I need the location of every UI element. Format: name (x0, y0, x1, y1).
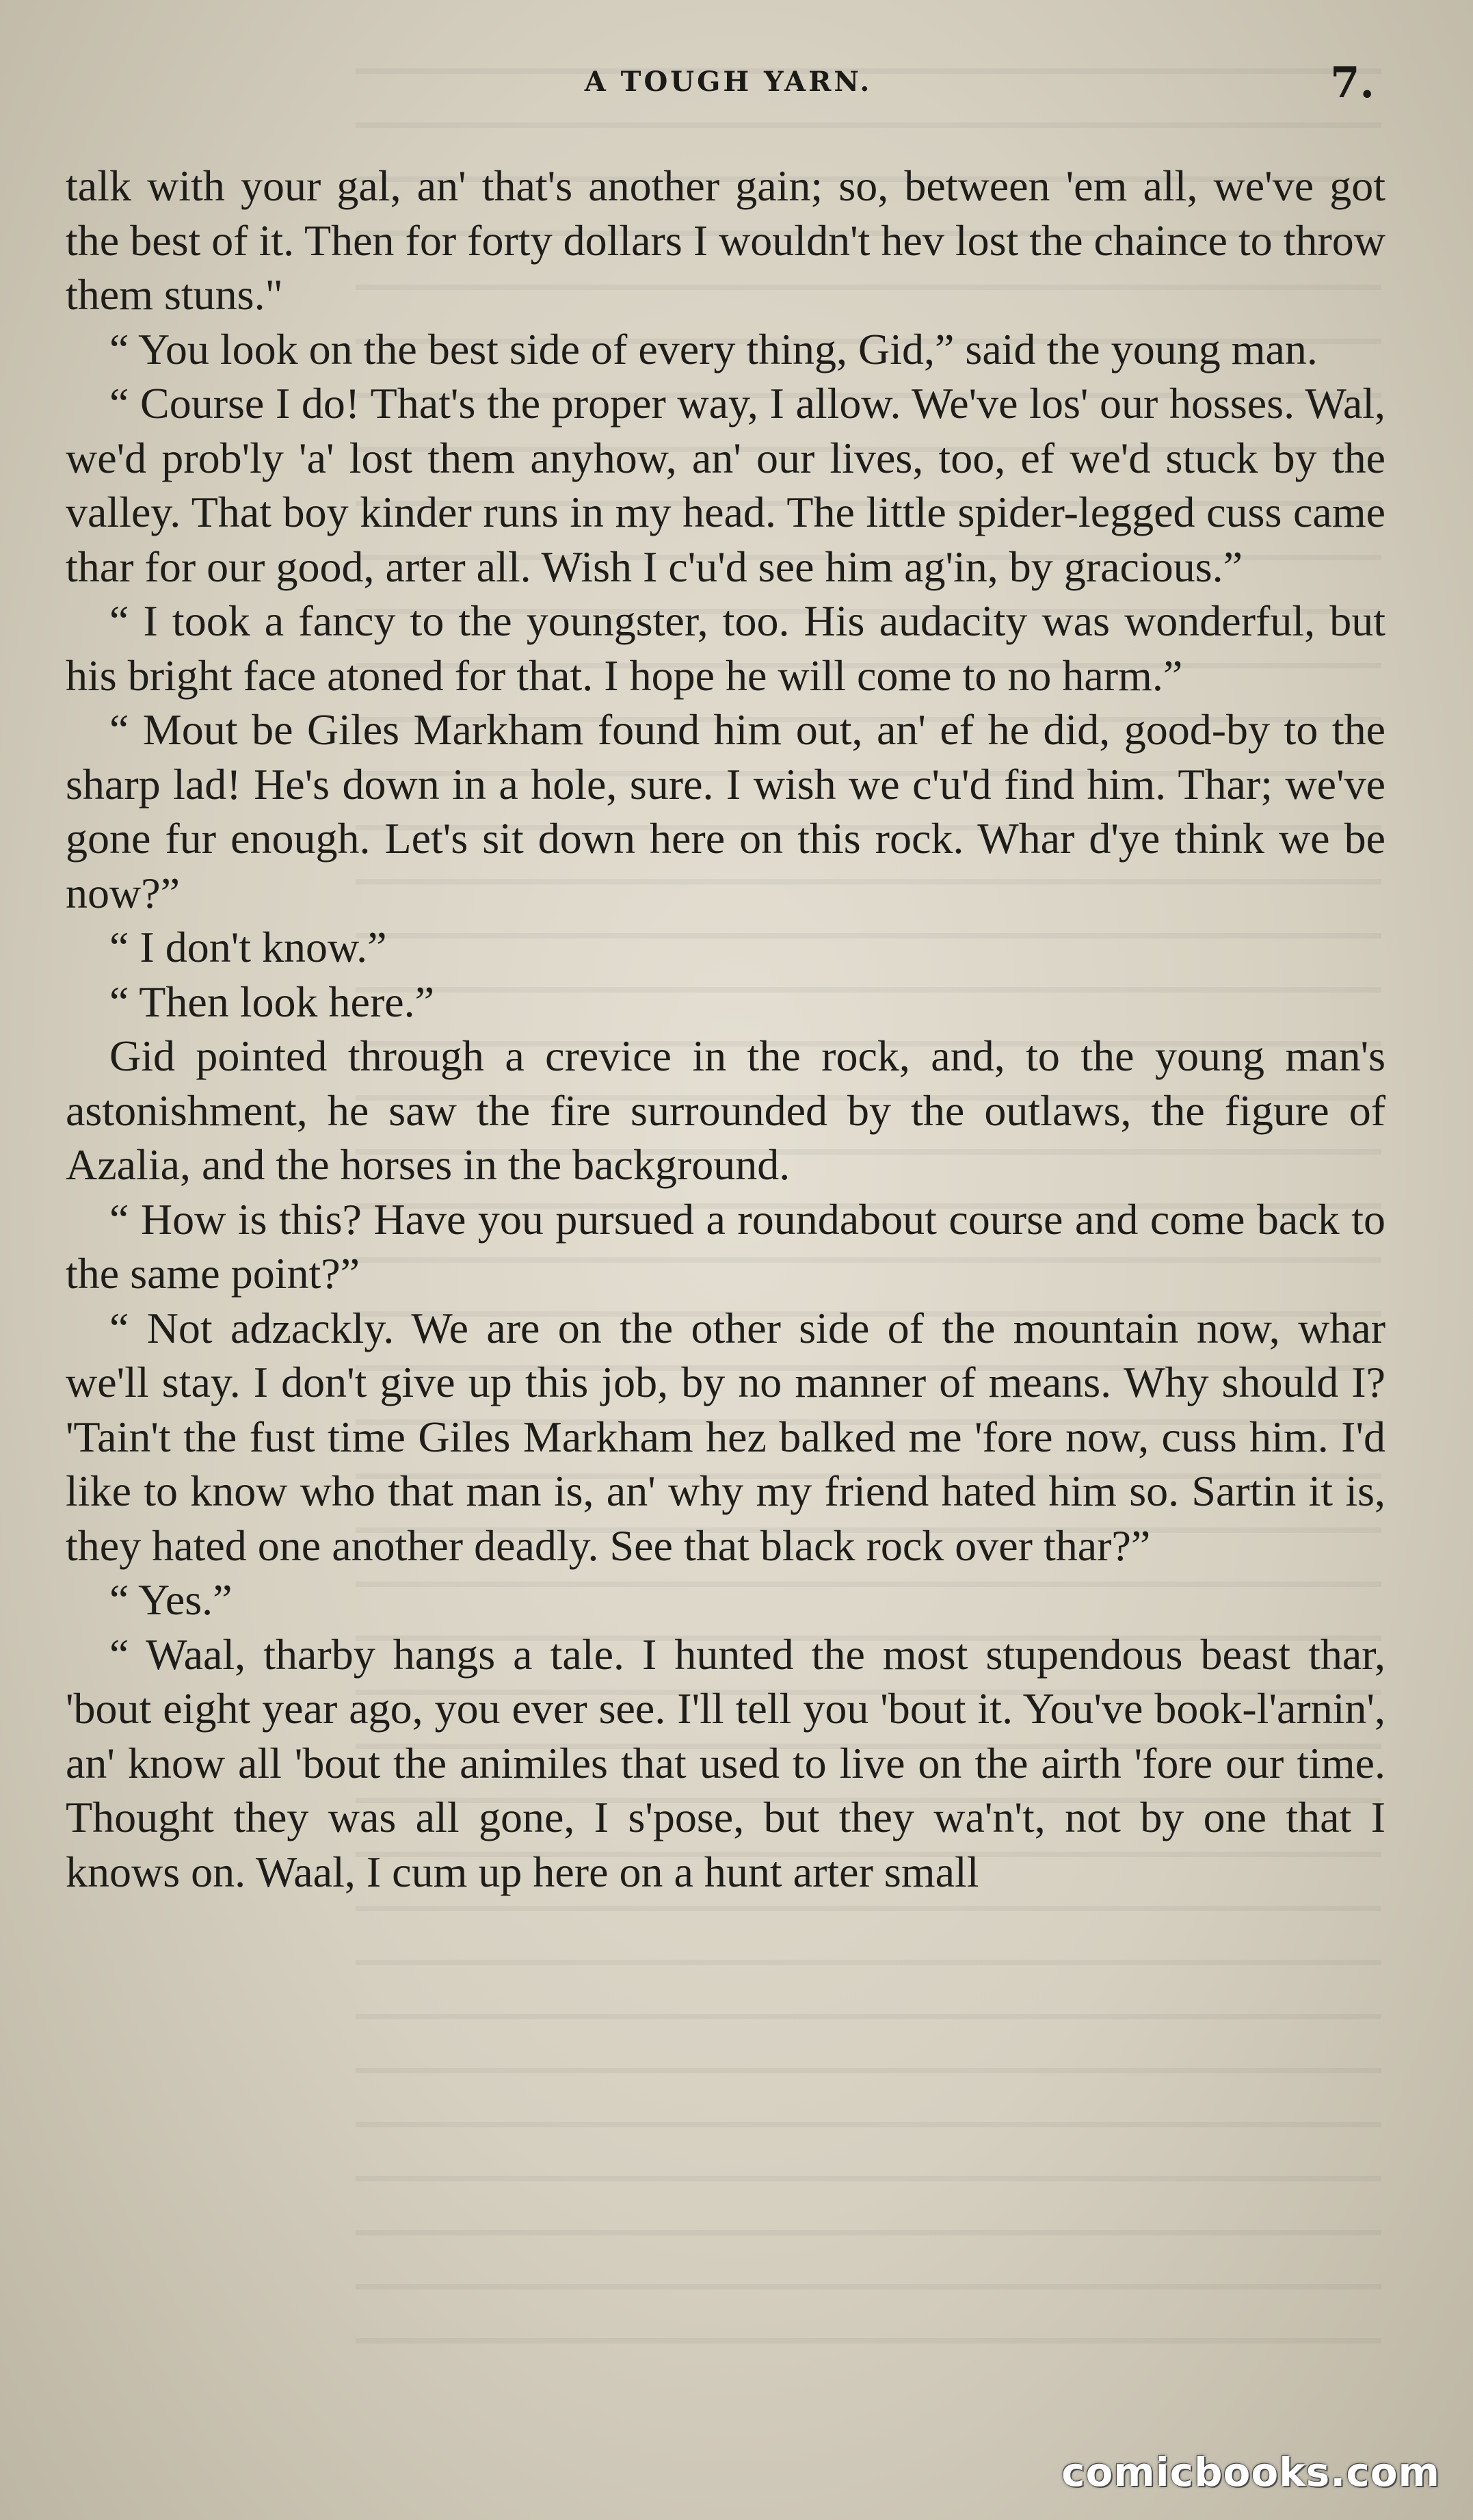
site-watermark: comicbooks.com (1061, 2449, 1440, 2495)
paragraph: “ How is this? Have you pursued a roundabout course and come back to the same point?” (66, 1194, 1385, 1298)
paragraph: “ Mout be Giles Markham found him out, an' ef he did, good-by to the sharp lad! He's down in a hole, sure. I wish we c'u'd find him. Thar; we've gone fur enough. Let's sit down here on this rock. Whar d'ye think we be now?” (66, 705, 1385, 917)
paragraph: “ Waal, tharby hangs a tale. I hunted the most stupendous beast thar, 'bout eight year ago, you ever see. I'll tell you 'bout it. You've book-l'arnin', an' know all 'bout the animiles that used to live on the airth 'fore our time. Thought they was all gone, I s'pose, but they wa'n't, not by one that I knows on. Waal, I cum up here on a hunt arter small (66, 1629, 1385, 1896)
page-header (68, 57, 1388, 120)
paragraph: “ I took a fancy to the youngster, too. His audacity was wonderful, but his bright face atoned for that. I hope he will come to no harm.” (66, 596, 1385, 700)
paragraph: “ You look on the best side of every thing, Gid,” said the young man. (109, 324, 1318, 373)
paragraph: talk with your gal, an' that's another gain; so, between 'em all, we've got the best of it. Then for forty dollars I wouldn't hev lost the chaince to throw them stuns." (66, 161, 1385, 319)
paragraph: “ Then look here.” (109, 977, 435, 1026)
paragraph: Gid pointed through a crevice in the rock, and, to the young man's astonishment, he saw the fire surrounded by the outlaws, the figure of Azalia, and the horses in the background. (66, 1032, 1385, 1189)
paragraph: “ Yes.” (109, 1575, 233, 1624)
paragraph: “ I don't know.” (109, 923, 387, 971)
page-number: 7. (1330, 57, 1375, 107)
body-text (66, 159, 1385, 1899)
running-title: A TOUGH YARN. (584, 66, 873, 98)
paragraph: “ Not adzackly. We are on the other side of the mountain now, whar we'll stay. I don't give up this job, by no manner of means. Why should I? 'Tain't the fust time Giles Markham hez balked me 'fore now, cuss him. I'd like to know who that man is, an' why my friend hated him so. Sartin it is, they hated one another deadly. See that black rock over thar?” (66, 1303, 1385, 1570)
paragraph: “ Course I do! That's the proper way, I allow. We've los' our hosses. Wal, we'd prob'ly 'a' lost them anyhow, an' our lives, too, ef we'd stuck by the valley. That boy kinder runs in my head. The little spider-legged cuss came thar for our good, arter all. Wish I c'u'd see him ag'in, by gracious.” (66, 379, 1385, 591)
